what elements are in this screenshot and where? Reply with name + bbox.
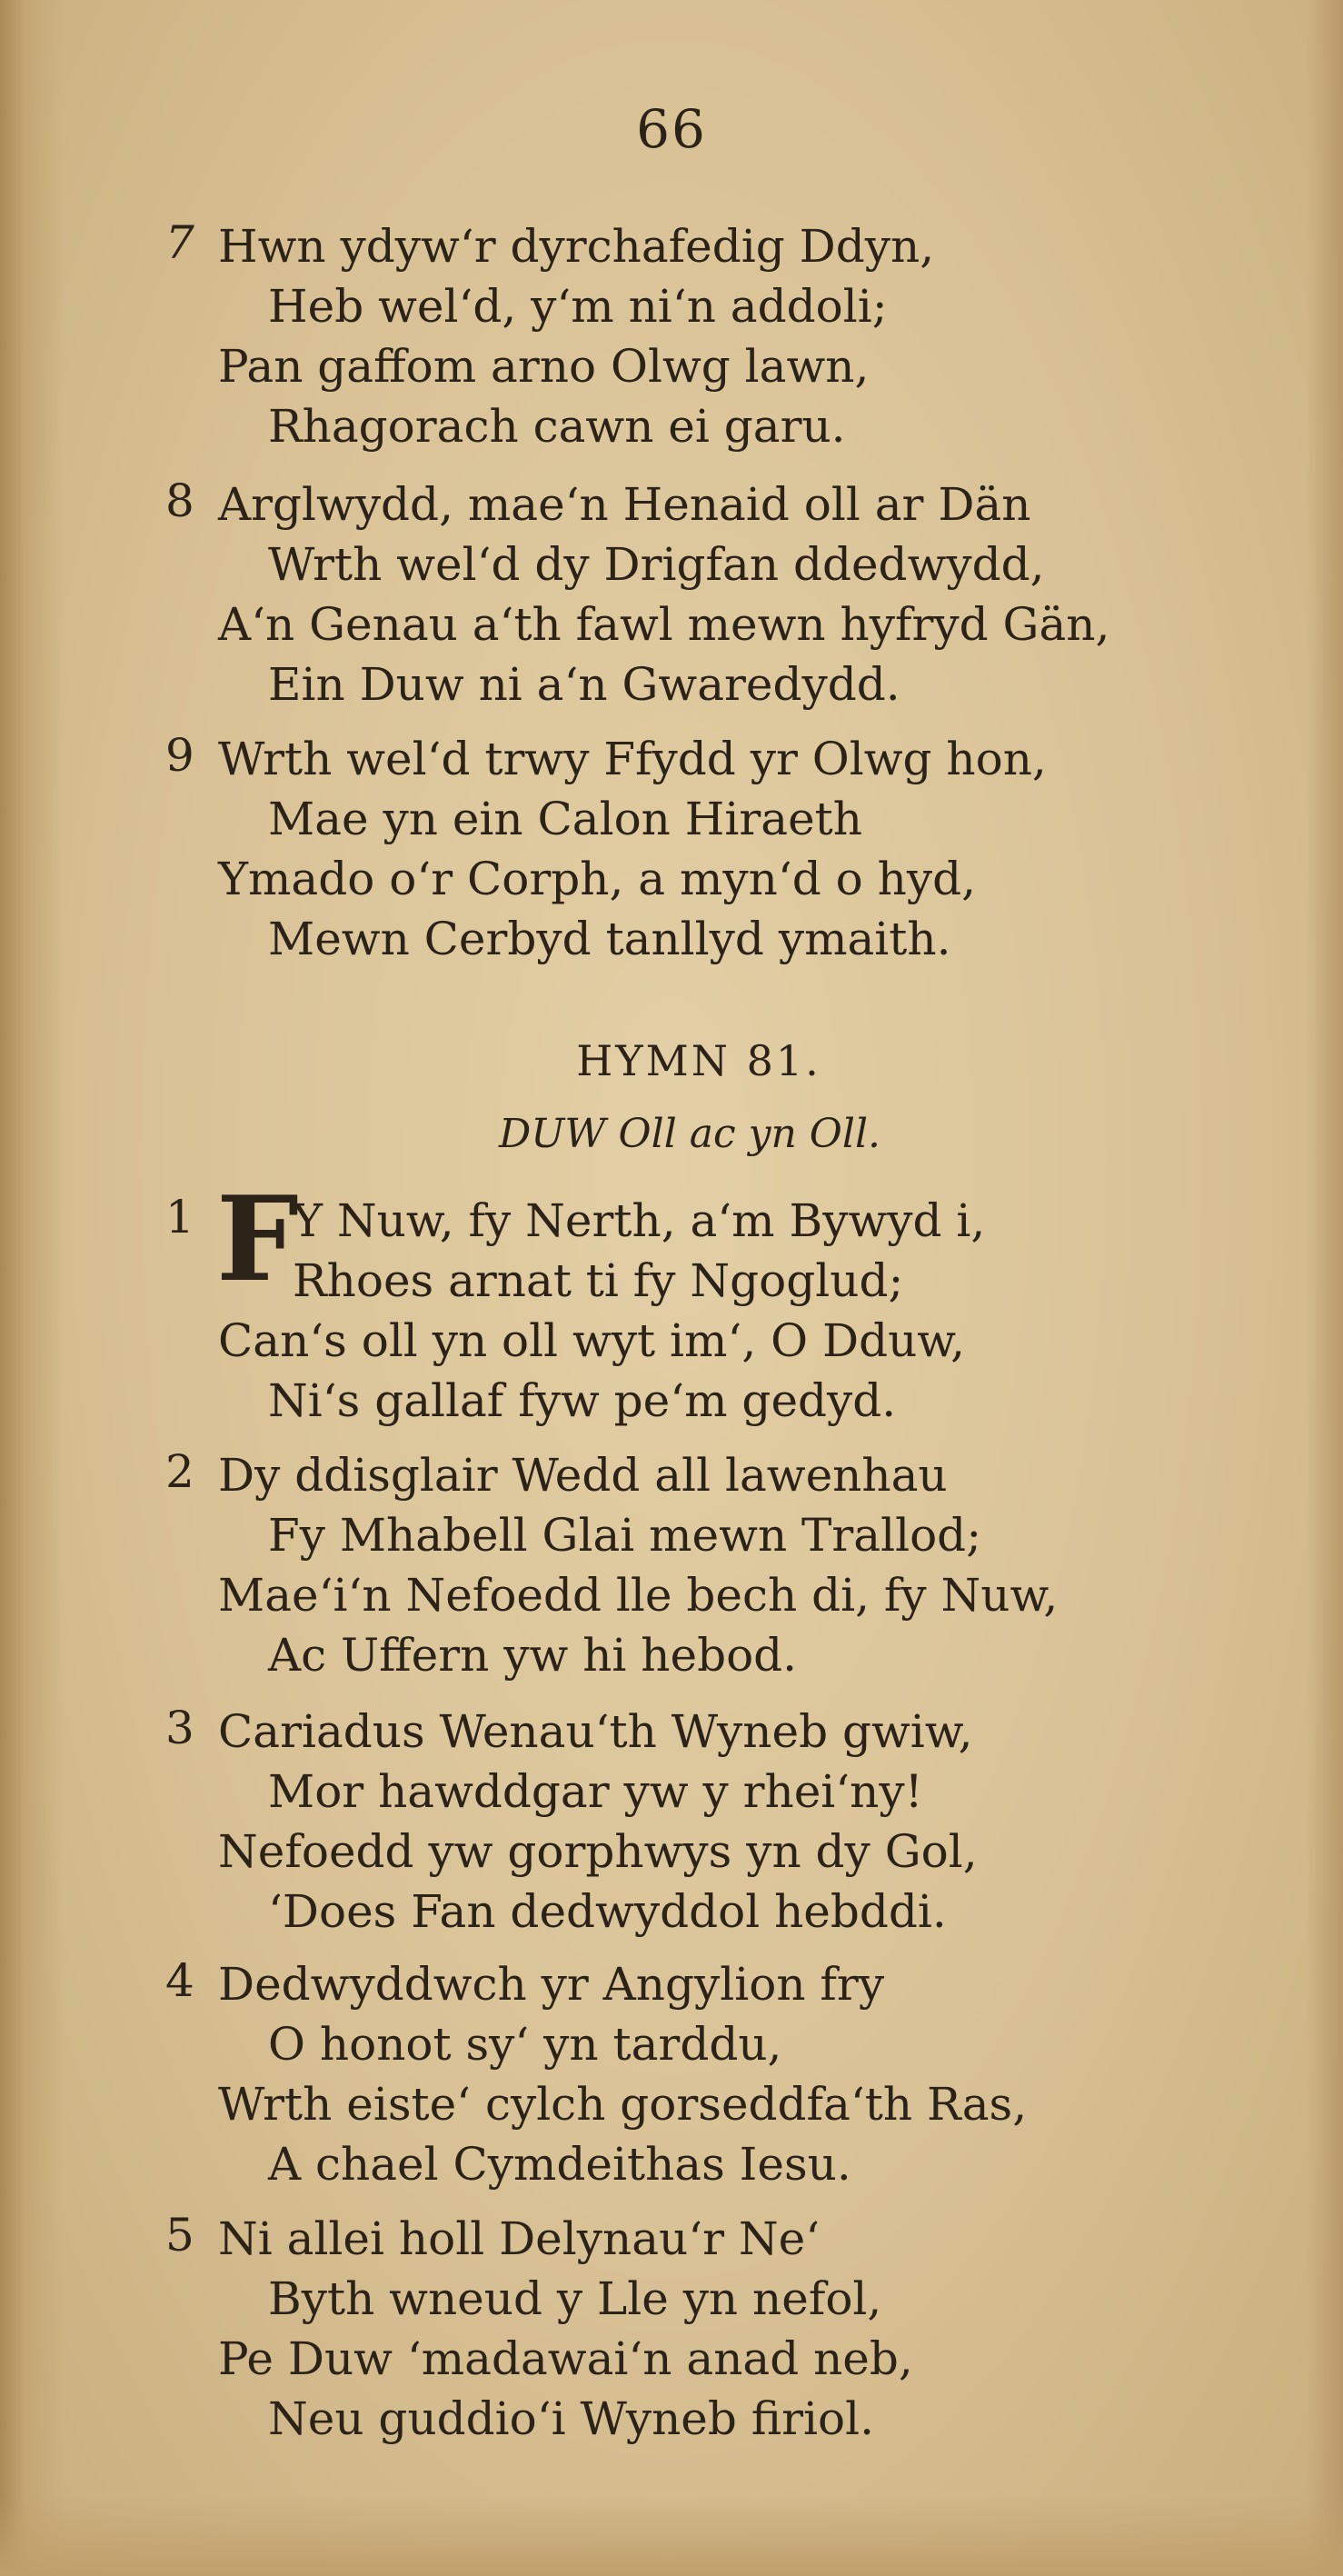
verse-line: ‘Does Fan dedwyddol hebddi.	[268, 1885, 947, 1938]
verse-line: Arglwydd, mae‘n Henaid oll ar Dän	[218, 478, 1031, 531]
verse-line: Nefoedd yw gorphwys yn dy Gol,	[218, 1825, 978, 1878]
drop-cap: F	[216, 1172, 299, 1308]
verse-line: Hwn ydyw‘r dyrchafedig Ddyn,	[218, 220, 935, 273]
hymn-title: HYMN 81.	[576, 1036, 821, 1085]
stanza-number: 5	[165, 2209, 194, 2261]
stanza-number: 1	[165, 1191, 194, 1243]
verse-line: Ac Uffern yw hi hebod.	[268, 1629, 798, 1682]
stanza-number: 3	[165, 1702, 194, 1754]
binding-shadow	[0, 0, 64, 2576]
verse-line: O honot sy‘ yn tarddu,	[268, 2018, 782, 2071]
verse-line: Rhoes arnat ti fy Ngoglud;	[293, 1254, 904, 1307]
verse-line: A chael Cymdeithas Iesu.	[268, 2138, 851, 2191]
page-number: 66	[636, 98, 707, 160]
verse-line: Pan gaffom arno Olwg lawn,	[218, 340, 870, 393]
verse-line: Mae yn ein Calon Hiraeth	[268, 793, 862, 845]
verse-line: Ni allei holl Delynau‘r Ne‘	[218, 2212, 821, 2265]
verse-line: Ymado o‘r Corph, a myn‘d o hyd,	[218, 853, 976, 905]
stanza-number: 9	[165, 729, 194, 782]
verse-line: Neu guddio‘i Wyneb firiol.	[268, 2392, 874, 2445]
verse-line: Ni‘s gallaf fyw pe‘m gedyd.	[268, 1374, 897, 1427]
verse-line: Mor hawddgar yw y rhei‘ny!	[268, 1765, 923, 1818]
hymn-subtitle: DUW Oll ac yn Oll.	[498, 1111, 881, 1157]
verse-line: Y Nuw, fy Nerth, a‘m Bywyd i,	[293, 1194, 986, 1247]
stanza-number: 2	[165, 1445, 194, 1498]
verse-line: Mae‘i‘n Nefoedd lle bech di, fy Nuw,	[218, 1569, 1059, 1622]
verse-line: Dy ddisglair Wedd all lawenhau	[218, 1449, 948, 1502]
stanza-number: 4	[165, 1954, 194, 2007]
verse-line: A‘n Genau a‘th fawl mewn hyfryd Gän,	[218, 598, 1110, 651]
stanza-number: 7	[165, 216, 194, 269]
stanza-number: 8	[165, 474, 194, 527]
verse-line: Pe Duw ‘madawai‘n anad neb,	[218, 2332, 913, 2385]
page-edge-bottom	[0, 2494, 1343, 2576]
verse-line: Ein Duw ni a‘n Gwaredydd.	[268, 658, 900, 711]
verse-line: Byth wneud y Lle yn nefol,	[268, 2272, 882, 2325]
verse-line: Can‘s oll yn oll wyt im‘, O Dduw,	[218, 1314, 966, 1367]
verse-line: Cariadus Wenau‘th Wyneb gwiw,	[218, 1705, 973, 1758]
verse-line: Wrth wel‘d dy Drigfan ddedwydd,	[268, 538, 1045, 591]
verse-line: Fy Mhabell Glai mewn Trallod;	[268, 1509, 982, 1562]
verse-line: Dedwyddwch yr Angylion fry	[218, 1958, 885, 2011]
verse-line: Wrth wel‘d trwy Ffydd yr Olwg hon,	[218, 733, 1047, 785]
verse-line: Wrth eiste‘ cylch gorseddfa‘th Ras,	[218, 2078, 1028, 2131]
verse-line: Mewn Cerbyd tanllyd ymaith.	[268, 913, 951, 965]
verse-line: Rhagorach cawn ei garu.	[268, 400, 846, 453]
verse-line: Heb wel‘d, y‘m ni‘n addoli;	[268, 280, 888, 333]
page-edge-right	[1307, 0, 1343, 2576]
